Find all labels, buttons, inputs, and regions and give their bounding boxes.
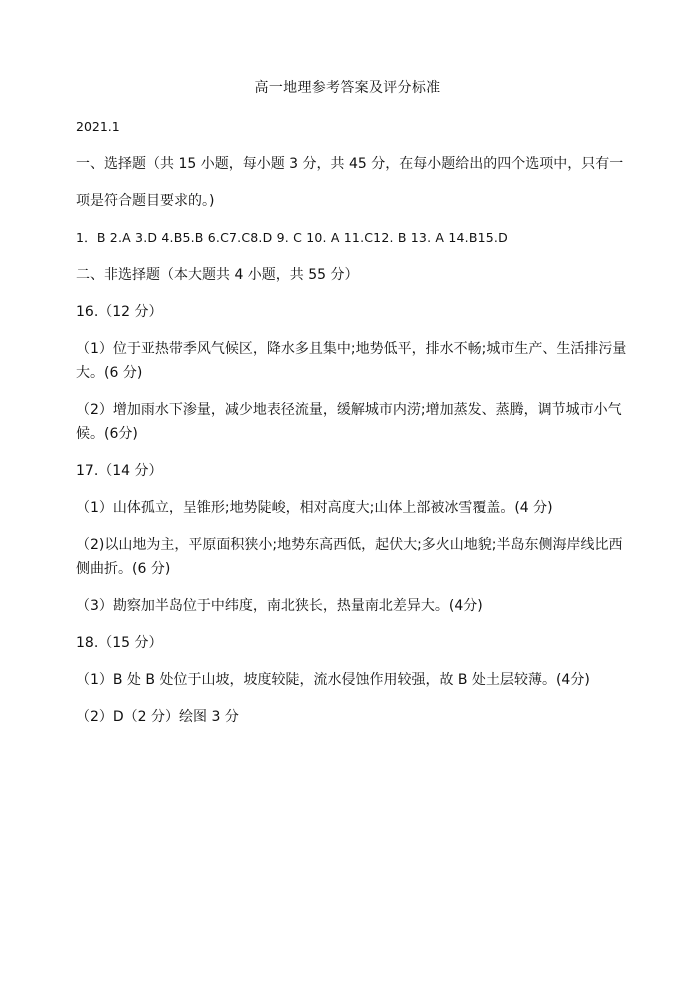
- multiple-choice-answers: 1．B 2.A 3.D 4.B5.B 6.C7.C8.D 9. C 10. A 11.C12. B 13. A 14.B15.D: [76, 230, 508, 245]
- question16-answer1-line1: （1）位于亚热带季风气候区，降水多且集中;地势低平，排水不畅;城市生产、生活排污量: [76, 341, 627, 357]
- section2-heading: 二、非选择题（本大题共 4 小题，共 55 分）: [76, 267, 359, 283]
- question17-answer1: （1）山体孤立，呈锥形;地势陡峻，相对高度大;山体上部被冰雪覆盖。(4 分): [76, 500, 553, 516]
- document-title: 高一地理参考答案及评分标准: [254, 80, 441, 96]
- question18-header: 18.（15 分）: [76, 635, 163, 651]
- question17-answer2-line1: （2)以山地为主，平原面积狭小;地势东高西低，起伏大;多火山地貌;半岛东侧海岸线比西: [76, 537, 623, 553]
- question18-answer2: （2）D（2 分）绘图 3 分: [76, 709, 239, 725]
- question17-answer3: （3）勘察加半岛位于中纬度，南北狭长，热量南北差异大。(4分): [76, 598, 483, 614]
- question16-answer1-line2: 大。(6 分): [76, 365, 143, 381]
- question16-answer2-line2: 候。(6分): [76, 426, 138, 442]
- question18-answer1: （1）B 处 B 处位于山坡，坡度较陡，流水侵蚀作用较强，故 B 处土层较薄。(4分): [76, 672, 590, 688]
- question17-header: 17.（14 分）: [76, 463, 163, 479]
- question16-header: 16.（12 分）: [76, 304, 163, 320]
- section1-heading-line2: 项是符合题目要求的。): [76, 193, 215, 209]
- document-date: 2021.1: [76, 119, 120, 134]
- question16-answer2-line1: （2）增加雨水下渗量，减少地表径流量，缓解城市内涝;增加蒸发、蒸腾，调节城市小气: [76, 402, 622, 418]
- section1-heading-line1: 一、选择题（共 15 小题，每小题 3 分，共 45 分，在每小题给出的四个选项中，只有一: [76, 156, 624, 172]
- question17-answer2-line2: 侧曲折。(6 分): [76, 561, 171, 577]
